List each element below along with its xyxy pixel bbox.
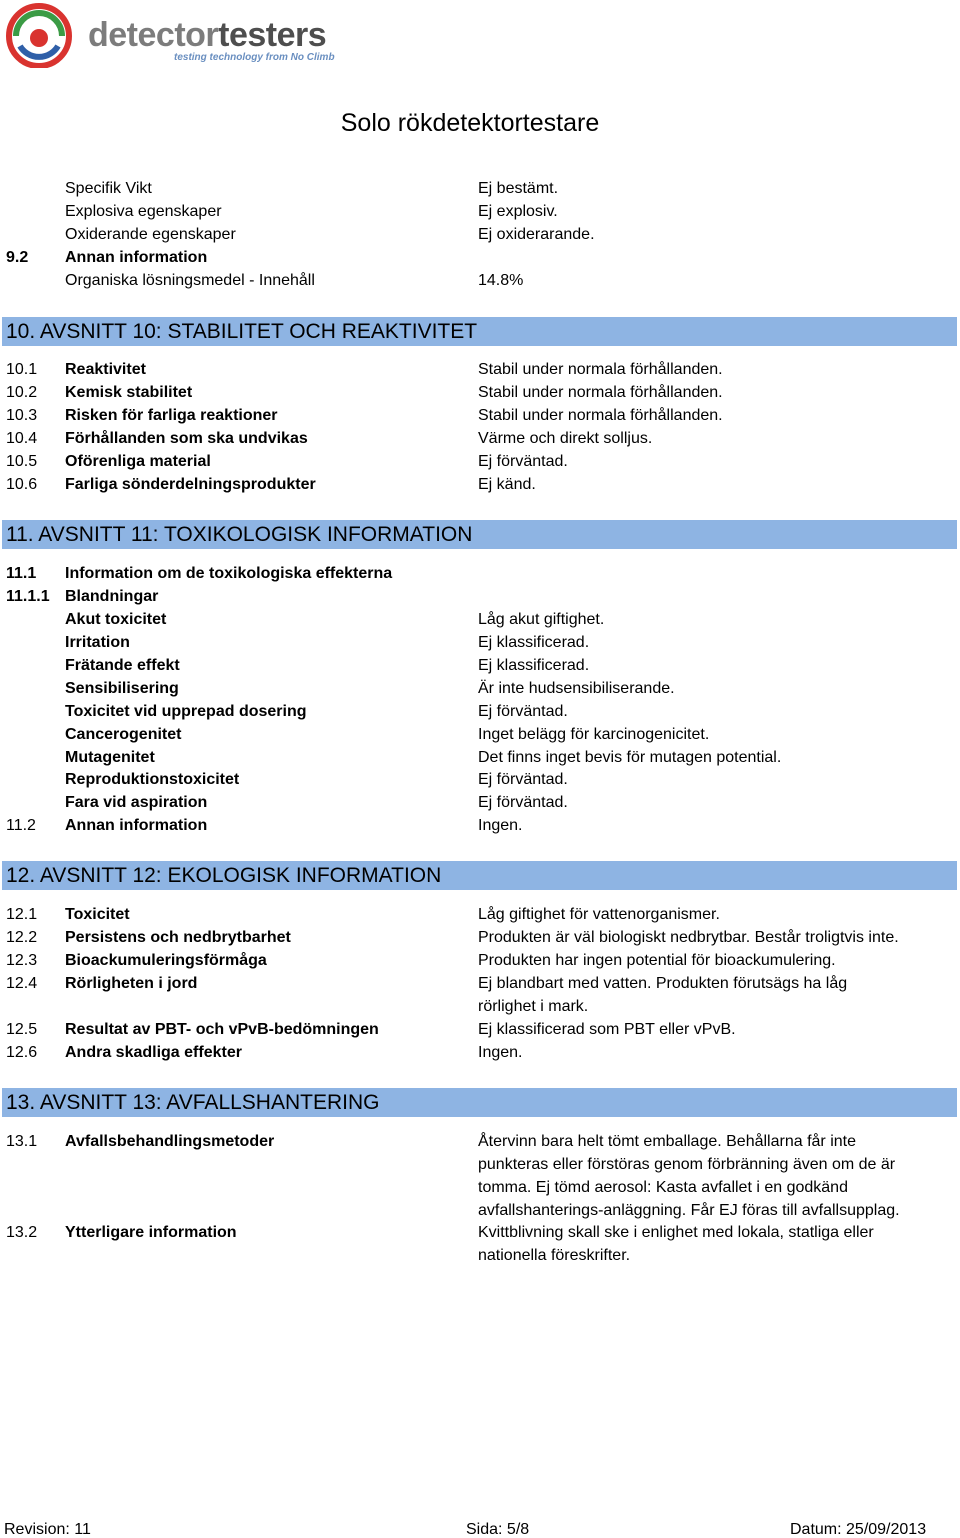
row-label: Oförenliga material [65,453,211,470]
section-heading-text: 12. AVSNITT 12: EKOLOGISK INFORMATION [6,864,442,887]
row-number: 10.1 [6,361,38,378]
row-value: Ej förväntad. [478,794,568,811]
row-value: Ingen. [478,817,523,834]
section-heading-text: 13. AVSNITT 13: AVFALLSHANTERING [6,1091,380,1114]
row-value: Inget belägg för karcinogenicitet. [478,726,710,743]
section-heading-text: 11. AVSNITT 11: TOXIKOLOGISK INFORMATION [6,523,473,546]
footer-revision: Revision: 11 [4,1521,91,1538]
row-label: Blandningar [65,588,159,605]
logo-tagline: testing technology from No Climb [174,52,335,63]
section-heading-10 [2,317,957,346]
row-value: Ej klassificerad. [478,634,590,651]
row-label: Toxicitet [65,906,130,923]
row-value: Produkten har ingen potential för bioackumulering. [478,952,836,969]
row-value-line: punkteras eller förstöras genom förbränning även om de är [478,1156,896,1173]
row-value: Ej känd. [478,476,536,493]
company-logo [4,2,334,68]
logo-globe-icon [4,2,74,68]
row-number: 12.1 [6,906,38,923]
row-value-line: nationella föreskrifter. [478,1247,631,1264]
row-label: Bioackumuleringsförmåga [65,952,267,969]
property-value: Ej explosiv. [478,203,558,220]
row-label: Resultat av PBT- och vPvB-bedömningen [65,1021,379,1038]
row-value-line: rörlighet i mark. [478,998,589,1015]
footer-page-number: Sida: 5/8 [466,1521,530,1538]
property-value: Ej bestämt. [478,180,559,197]
section-heading-13 [2,1088,957,1117]
row-value-multiline [478,972,847,1018]
row-label: Toxicitet vid upprepad dosering [65,703,307,720]
row-number: 12.6 [6,1044,38,1061]
row-number: 10.4 [6,430,38,447]
section-heading-12 [2,861,957,890]
row-value-line: tomma. Ej tömd aerosol: Kasta avfallet i en godkänd [478,1179,848,1196]
property-value: Ej oxiderarande. [478,226,595,243]
row-number: 11.2 [6,817,36,834]
row-number: 10.5 [6,453,38,470]
property-label: Organiska lösningsmedel - Innehåll [65,272,315,289]
row-label: Annan information [65,817,208,834]
row-value-line: Kvittblivning skall ske i enlighet med lokala, statliga eller [478,1224,874,1241]
property-label: Specifik Vikt [65,180,152,197]
row-value: Ej klassificerad. [478,657,590,674]
row-value: Ej klassificerad som PBT eller vPvB. [478,1021,736,1038]
row-label: Kemisk stabilitet [65,384,193,401]
subsection-number: 9.2 [6,249,29,266]
row-number: 10.3 [6,407,38,424]
row-value-line: avfallshanterings-anläggning. Får EJ föras till avfallsupplag. [478,1202,900,1219]
row-value: Stabil under normala förhållanden. [478,407,723,424]
row-number: 12.2 [6,929,38,946]
row-label: Fara vid aspiration [65,794,208,811]
row-label: Persistens och nedbrytbarhet [65,929,291,946]
row-number: 13.1 [6,1133,38,1150]
row-label: Reaktivitet [65,361,146,378]
property-value: 14.8% [478,272,524,289]
row-value: Låg akut giftighet. [478,611,605,628]
row-value-multiline [478,1130,900,1222]
property-label: Explosiva egenskaper [65,203,222,220]
row-number: 11.1.1 [6,588,50,605]
row-value: Produkten är väl biologiskt nedbrytbar. Består troligtvis inte. [478,929,899,946]
row-value: Ingen. [478,1044,523,1061]
row-label: Andra skadliga effekter [65,1044,242,1061]
row-value: Ej förväntad. [478,771,568,788]
row-label: Avfallsbehandlingsmetoder [65,1133,275,1150]
row-label: Risken för farliga reaktioner [65,407,278,424]
row-number: 11.1 [6,565,37,582]
subsection-label: Annan information [65,249,208,266]
row-value: Det finns inget bevis för mutagen potential. [478,749,782,766]
row-value: Låg giftighet för vattenorganismer. [478,906,720,923]
row-label: Irritation [65,634,130,651]
footer-date: Datum: 25/09/2013 [790,1521,927,1538]
row-value: Värme och direkt solljus. [478,430,653,447]
document-title: Solo rökdetektortestare [340,109,600,137]
row-label: Förhållanden som ska undvikas [65,430,308,447]
property-label: Oxiderande egenskaper [65,226,236,243]
row-label: Rörligheten i jord [65,975,198,992]
row-label: Ytterligare information [65,1224,237,1241]
row-value: Ej förväntad. [478,703,568,720]
row-value: Stabil under normala förhållanden. [478,384,723,401]
row-value-line: Återvinn bara helt tömt emballage. Behållarna får inte [478,1133,856,1150]
row-value-multiline [478,1221,874,1267]
row-number: 10.2 [6,384,38,401]
row-number: 12.3 [6,952,38,969]
row-value: Ej förväntad. [478,453,568,470]
row-number: 13.2 [6,1224,38,1241]
row-label: Cancerogenitet [65,726,182,743]
logo-wordmark: detectortesters [88,16,327,54]
row-number: 12.4 [6,975,38,992]
row-value: Stabil under normala förhållanden. [478,361,723,378]
row-number: 10.6 [6,476,38,493]
row-value: Är inte hudsensibiliserande. [478,680,675,697]
section-heading-text: 10. AVSNITT 10: STABILITET OCH REAKTIVITET [6,320,478,343]
row-label: Sensibilisering [65,680,179,697]
row-number: 12.5 [6,1021,38,1038]
row-label: Mutagenitet [65,749,155,766]
row-label: Information om de toxikologiska effekterna [65,565,393,582]
row-label: Reproduktionstoxicitet [65,771,240,788]
row-label: Farliga sönderdelningsprodukter [65,476,316,493]
row-value-line: Ej blandbart med vatten. Produkten förutsägs ha låg [478,975,848,992]
row-label: Akut toxicitet [65,611,167,628]
section-heading-11 [2,520,957,549]
row-label: Frätande effekt [65,657,180,674]
